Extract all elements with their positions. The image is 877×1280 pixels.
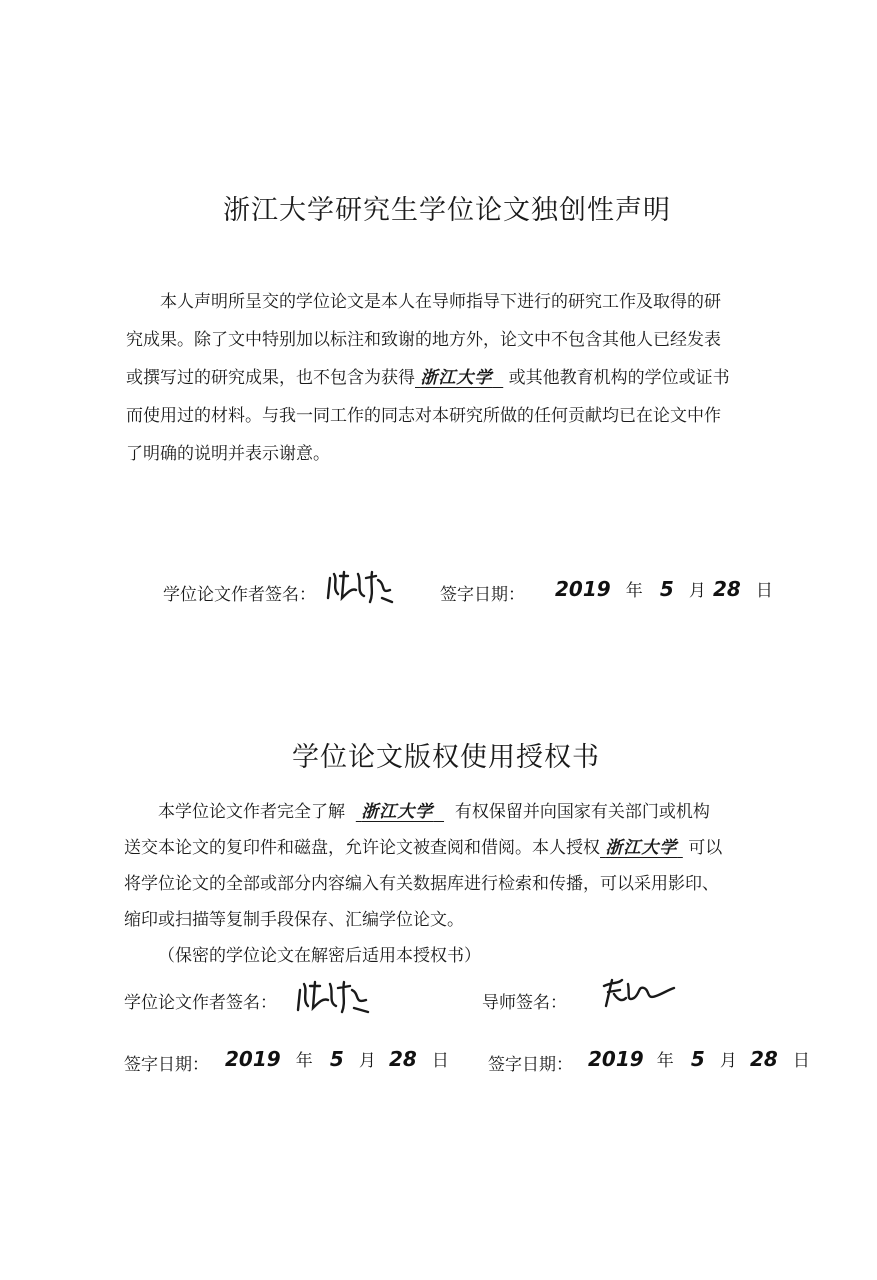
copyright-author-date-year: 2019 <box>225 1047 281 1071</box>
declaration-line-3 <box>126 359 730 397</box>
copyright-line-1-post: 有权保留并向国家有关部门或机构 <box>454 802 710 822</box>
declaration-line-2: 究成果。除了文中特别加以标注和致谢的地方外，论文中不包含其他人已经发表 <box>126 330 721 350</box>
declaration-author-signature <box>326 568 396 608</box>
advisor-date-year: 2019 <box>588 1047 644 1071</box>
advisor-date-month: 5 <box>690 1047 705 1071</box>
advisor-date-day-unit: 日 <box>792 1051 810 1071</box>
advisor-date-year-unit: 年 <box>656 1051 674 1071</box>
copyright-line-5: （保密的学位论文在解密后适用本授权书） <box>158 946 481 966</box>
copyright-institution-field-2 <box>600 838 683 858</box>
copyright-author-date-year-unit: 年 <box>295 1051 313 1071</box>
advisor-signature <box>600 972 676 1012</box>
declaration-line-1: 本人声明所呈交的学位论文是本人在导师指导下进行的研究工作及取得的研 <box>160 292 721 312</box>
copyright-line-1-pre: 本学位论文作者完全了解 <box>158 802 345 822</box>
copyright-institution-field-1 <box>356 802 444 822</box>
declaration-title: 浙江大学研究生学位论文独创性声明 <box>223 195 671 226</box>
copyright-line-3: 将学位论文的全部或部分内容编入有关数据库进行检索和传播，可以采用影印、 <box>124 874 719 894</box>
copyright-author-date-month: 5 <box>329 1047 344 1071</box>
copyright-line-2-pre: 送交本论文的复印件和磁盘，允许论文被查阅和借阅。本人授权 <box>124 838 600 858</box>
copyright-author-date <box>225 1046 449 1071</box>
copyright-line-1 <box>124 794 722 830</box>
declaration-institution-value: 浙江大学 <box>420 368 493 388</box>
copyright-institution-value-1: 浙江大学 <box>361 802 434 822</box>
declaration-date <box>555 576 773 601</box>
declaration-line-5: 了明确的说明并表示谢意。 <box>126 444 330 464</box>
advisor-date <box>588 1046 810 1071</box>
declaration-line-4: 而使用过的材料。与我一同工作的同志对本研究所做的任何贡献均已在论文中作 <box>126 406 721 426</box>
declaration-date-day: 28 <box>712 577 741 601</box>
declaration-author-sign-label: 学位论文作者签名： <box>163 585 316 605</box>
copyright-line-4: 缩印或扫描等复制手段保存、汇编学位论文。 <box>124 910 464 930</box>
copyright-author-date-day-unit: 日 <box>431 1051 449 1071</box>
declaration-institution-field <box>415 368 503 388</box>
advisor-date-day: 28 <box>749 1047 778 1071</box>
declaration-paragraph <box>126 283 730 473</box>
copyright-paragraph <box>124 794 722 974</box>
declaration-line-3-pre: 或撰写过的研究成果，也不包含为获得 <box>126 368 415 388</box>
copyright-line-2-post: 可以 <box>688 838 723 858</box>
copyright-author-signature <box>296 978 372 1018</box>
copyright-author-sign-label: 学位论文作者签名： <box>124 993 277 1013</box>
declaration-date-year: 2019 <box>555 577 611 601</box>
copyright-title: 学位论文版权使用授权书 <box>292 742 600 773</box>
declaration-date-label: 签字日期： <box>440 585 525 605</box>
copyright-institution-value-2: 浙江大学 <box>605 838 678 858</box>
declaration-line-3-post: 或其他教育机构的学位或证书 <box>508 368 730 388</box>
copyright-author-date-label: 签字日期： <box>124 1055 209 1075</box>
declaration-date-month-unit: 月 <box>688 581 706 601</box>
copyright-author-date-day: 28 <box>388 1047 417 1071</box>
declaration-date-month: 5 <box>659 577 674 601</box>
copyright-author-date-month-unit: 月 <box>358 1051 376 1071</box>
declaration-date-day-unit: 日 <box>755 581 773 601</box>
copyright-line-2 <box>124 830 722 866</box>
declaration-date-year-unit: 年 <box>625 581 643 601</box>
advisor-sign-label: 导师签名： <box>482 993 567 1013</box>
advisor-date-label: 签字日期： <box>488 1055 573 1075</box>
advisor-date-month-unit: 月 <box>719 1051 737 1071</box>
